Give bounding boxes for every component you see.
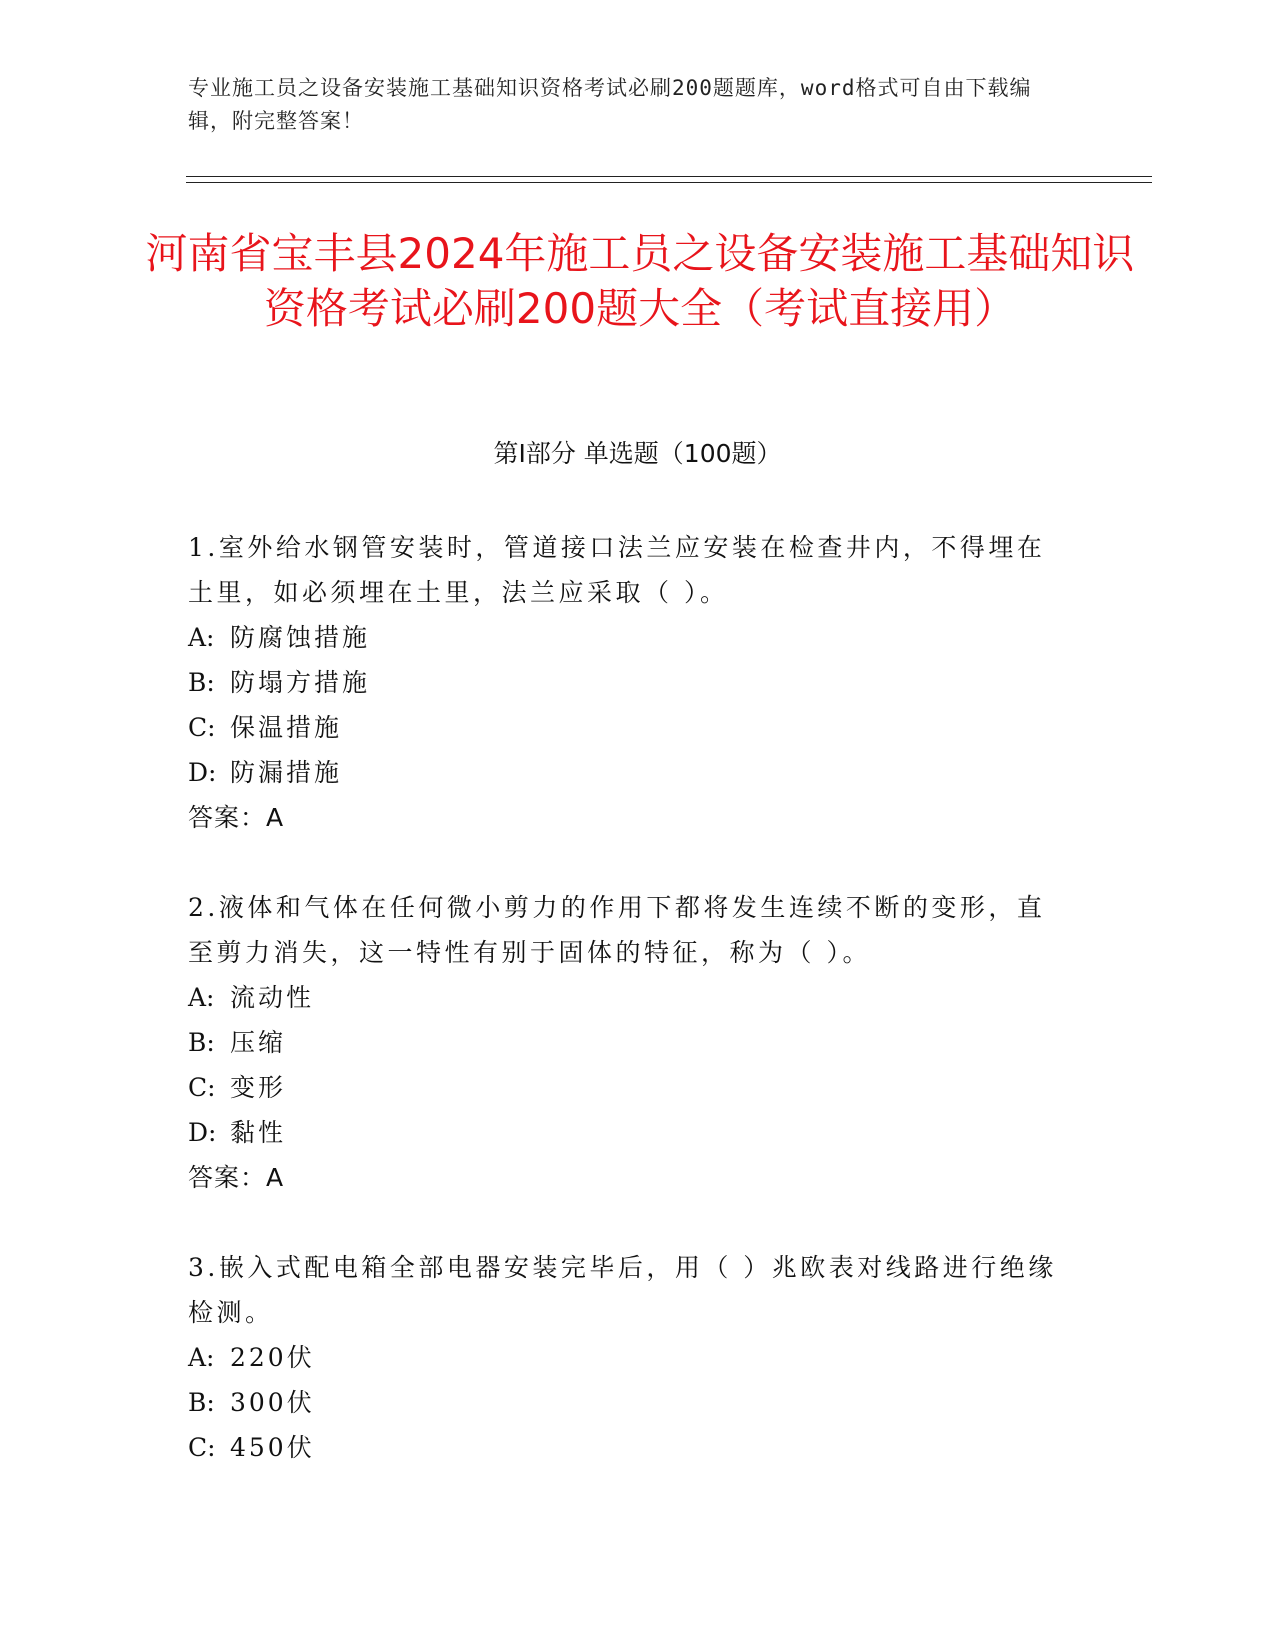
question-answer: 答案：A <box>188 803 285 832</box>
option-key: B: <box>188 1388 215 1417</box>
document-title: 河南省宝丰县2024年施工员之设备安装施工基础知识资格考试必刷200题大全（考试直接用） <box>145 229 1135 333</box>
section-heading: 第Ⅰ部分 单选题（100题） <box>493 439 782 468</box>
option-key: C: <box>188 1073 216 1102</box>
option-text: 450伏 <box>230 1433 315 1462</box>
option-text: 流动性 <box>230 983 315 1012</box>
question-answer: 答案：A <box>188 1163 285 1192</box>
option-key: C: <box>188 713 216 742</box>
header-rule-bottom <box>186 182 1152 183</box>
question-option <box>188 1380 1068 1425</box>
option-text: 220伏 <box>230 1343 315 1372</box>
option-text: 变形 <box>230 1073 287 1102</box>
option-key: C: <box>188 1433 216 1462</box>
question-stem: 2.液体和气体在任何微小剪力的作用下都将发生连续不断的变形，直至剪力消失，这一特性有别于固体的特征，称为（ ）。 <box>188 893 1046 967</box>
question-option <box>188 1020 1068 1065</box>
option-key: A: <box>188 1343 215 1372</box>
option-key: D: <box>188 1118 217 1147</box>
question-2 <box>188 885 1068 1200</box>
question-option <box>188 660 1068 705</box>
question-option <box>188 705 1068 750</box>
header-note: 专业施工员之设备安装施工基础知识资格考试必刷200题题库，word格式可自由下载编辑，附完整答案！ <box>188 76 1032 133</box>
option-key: D: <box>188 758 217 787</box>
question-stem: 1.室外给水钢管安装时，管道接口法兰应安装在检查井内，不得埋在土里，如必须埋在土里，法兰应采取（ ）。 <box>188 533 1046 607</box>
question-stem: 3.嵌入式配电箱全部电器安装完毕后，用（ ）兆欧表对线路进行绝缘检测。 <box>188 1253 1057 1327</box>
question-1 <box>188 525 1068 840</box>
option-text: 黏性 <box>230 1118 287 1147</box>
question-option <box>188 1065 1068 1110</box>
question-option <box>188 750 1068 795</box>
question-list <box>188 525 1068 1515</box>
header-rule-top <box>186 176 1152 177</box>
option-text: 300伏 <box>230 1388 315 1417</box>
option-key: A: <box>188 623 215 652</box>
option-text: 防漏措施 <box>230 758 343 787</box>
question-option <box>188 975 1068 1020</box>
option-key: B: <box>188 668 215 697</box>
option-text: 防塌方措施 <box>230 668 371 697</box>
question-option <box>188 1110 1068 1155</box>
option-text: 压缩 <box>230 1028 287 1057</box>
question-option <box>188 1425 1068 1470</box>
option-text: 防腐蚀措施 <box>230 623 371 652</box>
option-text: 保温措施 <box>230 713 343 742</box>
question-3 <box>188 1245 1068 1470</box>
option-key: A: <box>188 983 215 1012</box>
question-option <box>188 1335 1068 1380</box>
question-option <box>188 615 1068 660</box>
option-key: B: <box>188 1028 215 1057</box>
